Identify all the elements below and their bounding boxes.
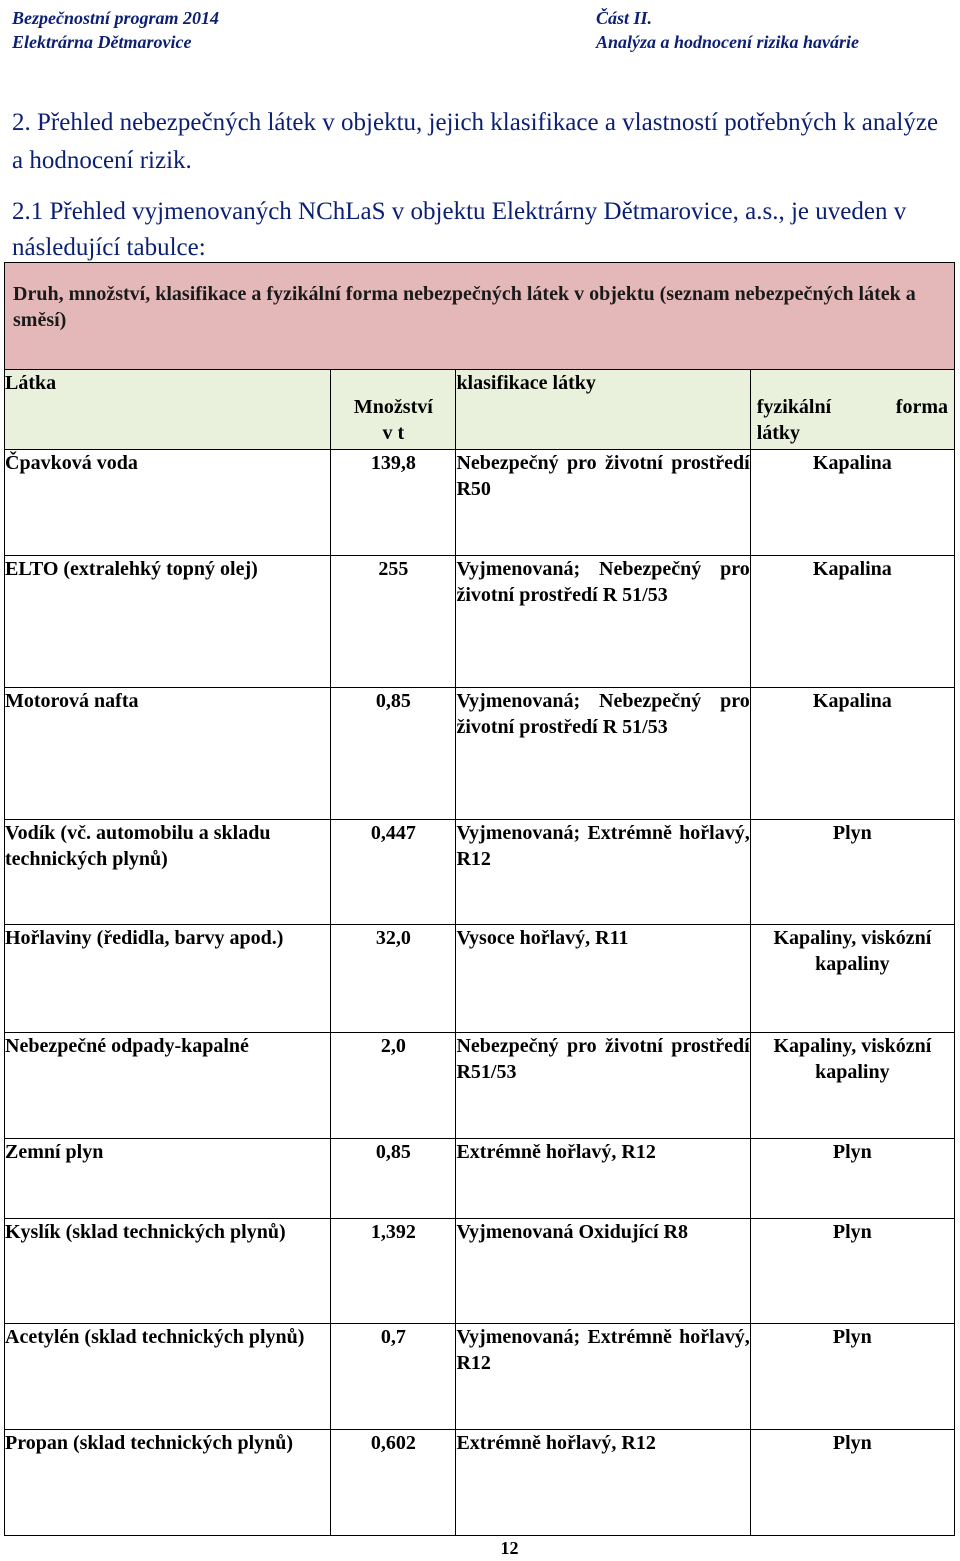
physical-form-cell: Plyn — [750, 820, 954, 925]
classification-cell: Nebezpečný pro životní prostředí R51/53 — [456, 1033, 750, 1139]
table-row — [5, 1324, 955, 1430]
quantity-cell: 2,0 — [331, 1033, 456, 1139]
table-row — [5, 1219, 955, 1324]
table-row — [5, 925, 955, 1033]
physical-form-cell: Plyn — [750, 1430, 954, 1536]
physical-form-cell: Kapaliny, viskózní kapaliny — [750, 1033, 954, 1139]
classification-cell: Vyjmenovaná; Nebezpečný pro životní prostředí R 51/53 — [456, 556, 750, 688]
table-row — [5, 1033, 955, 1139]
classification-cell: Vyjmenovaná; Extrémně hořlavý, R12 — [456, 820, 750, 925]
quantity-cell: 255 — [331, 556, 456, 688]
classification-cell: Vyjmenovaná; Extrémně hořlavý, R12 — [456, 1324, 750, 1430]
table-row — [5, 820, 955, 925]
physical-form-cell: Plyn — [750, 1219, 954, 1324]
substance-cell: Čpavková voda — [5, 450, 331, 556]
classification-cell: Extrémně hořlavý, R12 — [456, 1430, 750, 1536]
substance-cell: Motorová nafta — [5, 688, 331, 820]
substance-cell: Propan (sklad technických plynů) — [5, 1430, 331, 1536]
substance-cell: Nebezpečné odpady-kapalné — [5, 1033, 331, 1139]
substance-cell: Zemní plyn — [5, 1139, 331, 1219]
quantity-cell: 0,602 — [331, 1430, 456, 1536]
program-title: Bezpečnostní program 2014 — [12, 8, 220, 28]
table-row — [5, 1430, 955, 1536]
substance-cell: Vodík (vč. automobilu a skladu technických plynů) — [5, 820, 331, 925]
classification-cell: Vyjmenovaná; Nebezpečný pro životní prostředí R 51/53 — [456, 688, 750, 820]
physical-form-cell: Plyn — [750, 1139, 954, 1219]
quantity-cell: 0,85 — [331, 1139, 456, 1219]
table-row — [5, 688, 955, 820]
physical-form-cell: Kapalina — [750, 688, 954, 820]
table-row — [5, 450, 955, 556]
subsection-heading: 2.1 Přehled vyjmenovaných NChLaS v objektu Elektrárny Dětmarovice, a.s., je uveden v následující tabulce: — [12, 198, 907, 261]
table-row — [5, 1139, 955, 1219]
substance-cell: Kyslík (sklad technických plynů) — [5, 1219, 331, 1324]
quantity-cell: 0,447 — [331, 820, 456, 925]
classification-cell: Nebezpečný pro životní prostředí R50 — [456, 450, 750, 556]
classification-cell: Vysoce hořlavý, R11 — [456, 925, 750, 1033]
physical-form-cell: Kapaliny, viskózní kapaliny — [750, 925, 954, 1033]
substances-table — [4, 262, 955, 1536]
classification-cell: Vyjmenovaná Oxidující R8 — [456, 1219, 750, 1324]
quantity-cell: 1,392 — [331, 1219, 456, 1324]
table-title: Druh, množství, klasifikace a fyzikální forma nebezpečných látek v objektu (seznam nebezpečných látek a směsí) — [5, 263, 955, 370]
table-header-row — [5, 370, 955, 450]
plant-name: Elektrárna Dětmarovice — [12, 32, 192, 52]
part-title: Analýza a hodnocení rizika havárie — [596, 32, 860, 52]
quantity-cell: 0,7 — [331, 1324, 456, 1430]
header-classification: klasifikace látky — [456, 370, 750, 450]
quantity-cell: 0,85 — [331, 688, 456, 820]
physical-form-cell: Kapalina — [750, 556, 954, 688]
quantity-cell: 139,8 — [331, 450, 456, 556]
classification-cell: Extrémně hořlavý, R12 — [456, 1139, 750, 1219]
page-number: 12 — [500, 1538, 519, 1558]
header-substance: Látka — [5, 370, 331, 450]
physical-form-cell: Kapalina — [750, 450, 954, 556]
part-label: Část II. — [596, 8, 653, 28]
header-physical-form: fyzikální forma látky — [750, 370, 954, 450]
substance-cell: Hořlaviny (ředidla, barvy apod.) — [5, 925, 331, 1033]
document-header-right — [596, 6, 859, 54]
substance-cell: ELTO (extralehký topný olej) — [5, 556, 331, 688]
table-row — [5, 556, 955, 688]
physical-form-cell: Plyn — [750, 1324, 954, 1430]
quantity-cell: 32,0 — [331, 925, 456, 1033]
section-heading: 2. Přehled nebezpečných látek v objektu, jejich klasifikace a vlastností potřebných k analýze a hodnocení rizik. — [12, 109, 939, 174]
header-quantity: Množství v t — [331, 370, 456, 450]
substance-cell: Acetylén (sklad technických plynů) — [5, 1324, 331, 1430]
document-header-left — [12, 6, 219, 54]
